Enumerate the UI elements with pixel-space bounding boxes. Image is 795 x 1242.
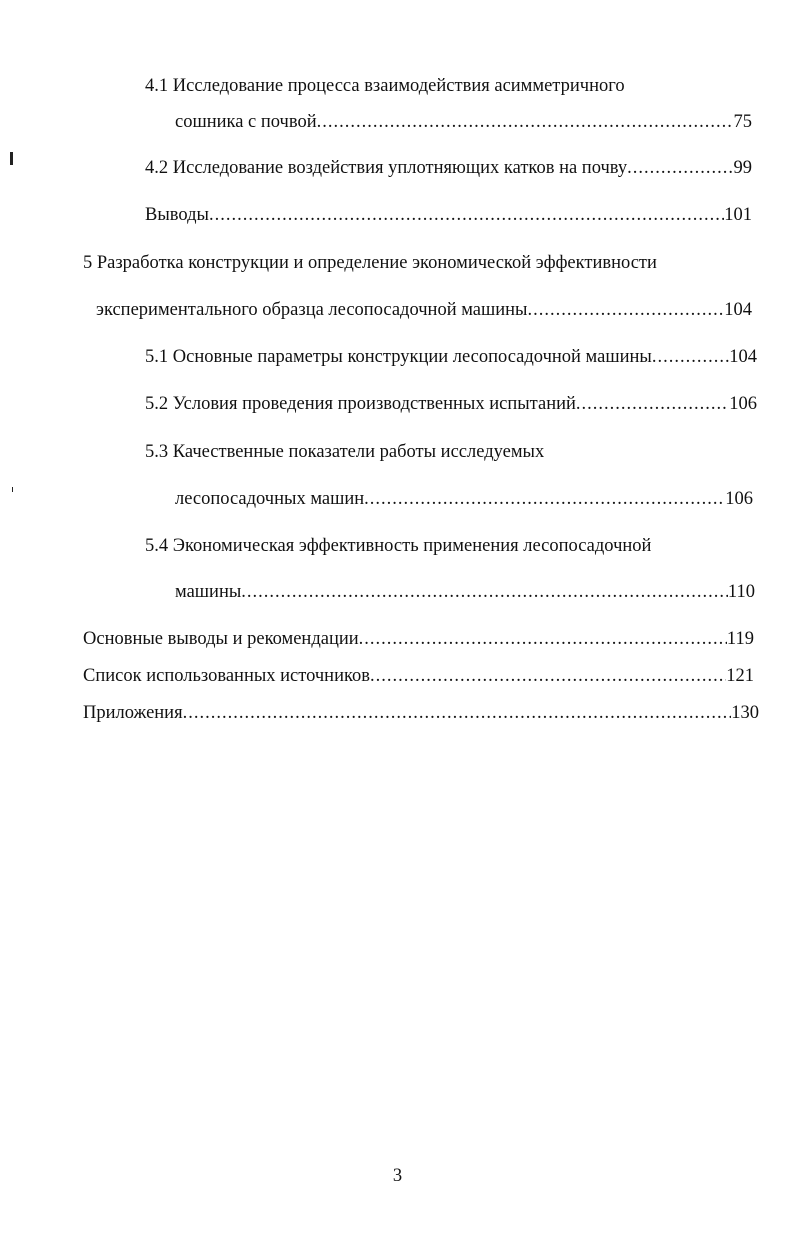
toc-entry-title: сошника с почвой — [175, 112, 317, 132]
scan-speck — [12, 487, 13, 492]
toc-entry-4-2 — [145, 154, 752, 182]
toc-page-number: 106 — [729, 394, 757, 414]
toc-entry-title: 5.4 Экономическая эффективность применения лесопосадочной — [145, 536, 652, 556]
toc-leader-dots — [652, 343, 729, 371]
toc-page-number: 110 — [727, 582, 755, 602]
toc-entry-4-1-line2 — [175, 108, 752, 136]
toc-entry-title: 5.1 Основные параметры конструкции лесопосадочной машины — [145, 347, 652, 367]
toc-entry-title: машины — [175, 582, 242, 602]
toc-page-number: 106 — [725, 489, 753, 509]
toc-page-number: 121 — [726, 666, 754, 686]
toc-leader-dots — [576, 390, 729, 418]
toc-entry-5-4-line1 — [145, 532, 651, 560]
toc-entry-title: лесопосадочных машин — [175, 489, 365, 509]
toc-entry-title: 4.1 Исследование процесса взаимодействия асимметричного — [145, 76, 625, 96]
toc-leader-dots — [241, 578, 728, 606]
toc-leader-dots — [528, 296, 725, 324]
toc-entry-title: 4.2 Исследование воздействия уплотняющих катков на почву — [145, 158, 628, 178]
toc-leader-dots — [370, 662, 726, 690]
toc-entry-title: Выводы — [145, 205, 209, 225]
toc-entry-references — [83, 662, 754, 690]
page-number: 3 — [392, 1166, 403, 1186]
toc-leader-dots — [627, 154, 733, 182]
toc-entry-appendices — [83, 699, 759, 727]
toc-page-number: 119 — [726, 629, 754, 649]
toc-leader-dots — [209, 201, 724, 229]
toc-page-number: 104 — [729, 347, 757, 367]
toc-entry-5-2 — [145, 390, 757, 418]
toc-entry-5-3-line2 — [175, 485, 753, 513]
toc-entry-5-1 — [145, 343, 757, 371]
toc-entry-5-4-line2 — [175, 578, 755, 606]
toc-page-number: 130 — [731, 703, 759, 723]
scan-mark — [10, 152, 13, 165]
toc-entry-5-3-line1 — [145, 438, 544, 466]
toc-page-number: 104 — [724, 300, 752, 320]
toc-entry-title: 5.3 Качественные показатели работы исследуемых — [145, 442, 545, 462]
toc-entry-chapter-5-line2 — [96, 296, 752, 324]
toc-page-number: 75 — [733, 112, 752, 132]
toc-entry-main-conclusions — [83, 625, 754, 653]
toc-entry-title: экспериментального образца лесопосадочной машины — [96, 300, 528, 320]
toc-entry-title: Основные выводы и рекомендации — [83, 629, 359, 649]
toc-entry-conclusions-4 — [145, 201, 752, 229]
toc-entry-title: 5.2 Условия проведения производственных испытаний — [145, 394, 576, 414]
toc-leader-dots — [359, 625, 727, 653]
toc-entry-4-1-line1 — [145, 72, 625, 100]
toc-entry-title: Список использованных источников — [83, 666, 371, 686]
toc-leader-dots — [183, 699, 732, 727]
toc-page-number: 101 — [724, 205, 752, 225]
toc-leader-dots — [364, 485, 725, 513]
toc-entry-chapter-5-line1 — [83, 249, 657, 277]
toc-leader-dots — [317, 108, 734, 136]
toc-page-number: 99 — [733, 158, 752, 178]
toc-entry-title: 5 Разработка конструкции и определение экономической эффективности — [83, 253, 657, 273]
toc-entry-title: Приложения — [83, 703, 183, 723]
